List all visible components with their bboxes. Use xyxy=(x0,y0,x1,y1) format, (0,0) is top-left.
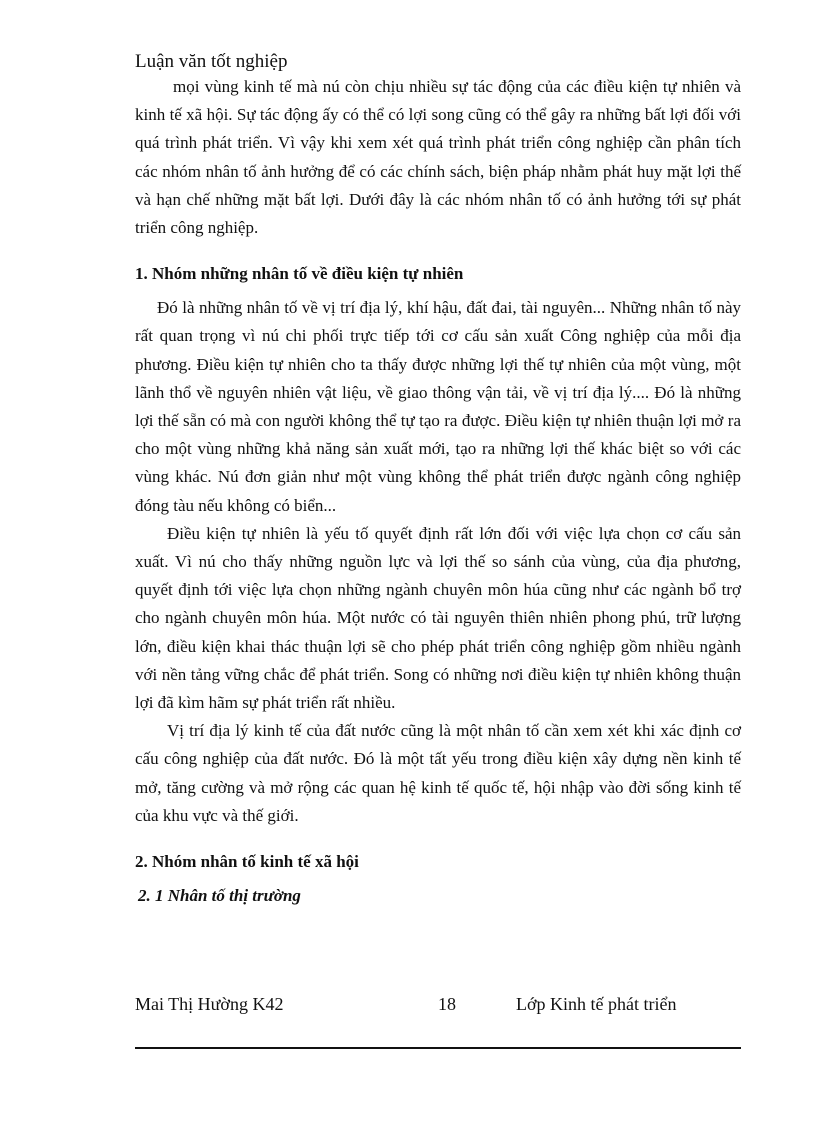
section-1-paragraph-2: Điều kiện tự nhiên là yếu tố quyết định rất lớn đối với việc lựa chọn cơ cấu sản xuất. Vì nú cho thấy những nguồn lực và lợi thế so sánh của vùng, của địa phương, quyết định tới việc lựa chọn những ngành chuyên môn húa cũng như các ngành bổ trợ cho ngành chuyên môn húa. Một nước có tài nguyên thiên nhiên phong phú, trữ lượng lớn, điều kiện khai thác thuận lợi sẽ cho phép phát triển công nghiệp gồm nhiều ngành với nền tảng vững chắc để phát triển. Song có những nơi điều kiện tự nhiên không thuận lợi đã kìm hãm sự phát triển rất nhiều. xyxy=(135,523,741,713)
footer-author: Mai Thị Hường K42 xyxy=(135,994,284,1014)
section-1-heading: 1. Nhóm những nhân tố về điều kiện tự nhiên xyxy=(135,264,464,284)
document-body xyxy=(135,73,741,910)
footer-class-name: Lớp Kinh tế phát triển xyxy=(516,994,677,1014)
section-1-paragraph-3: Vị trí địa lý kinh tế của đất nước cũng là một nhân tố cần xem xét khi xác định cơ cấu công nghiệp của đất nước. Đó là một tất yếu trong điều kiện xây dựng nền kinh tế mở, tăng cường và mở rộng các quan hệ kinh tế quốc tế, hội nhập vào đời sống kinh tế của khu vực và thế giới. xyxy=(135,721,741,825)
footer-divider xyxy=(135,1047,741,1049)
page-number: 18 xyxy=(438,994,456,1014)
running-header: Luận văn tốt nghiệp xyxy=(135,51,288,72)
section-2-heading: 2. Nhóm nhân tố kinh tế xã hội xyxy=(135,852,359,872)
section-1-paragraph-1: Đó là những nhân tố về vị trí địa lý, khí hậu, đất đai, tài nguyên... Những nhân tố này rất quan trọng vì nú chi phối trực tiếp tới cơ cấu sản xuất Công nghiệp của mỗi địa phương. Điều kiện tự nhiên cho ta thấy được những lợi thế tự nhiên của một vùng, một lãnh thổ về nguyên nhiên vật liệu, về giao thông vận tải, về vị trí địa lý.... Đó là những lợi thế sẵn có mà con người không thể tự tạo ra được. Điều kiện tự nhiên thuận lợi mở ra cho một vùng những khả năng sản xuất mới, tạo ra những lợi thế khác biệt so với các vùng khác. Nú đơn giản như một vùng không thể phát triển được ngành công nghiệp đóng tàu nếu không có biển... xyxy=(135,298,741,515)
intro-paragraph: mọi vùng kinh tế mà nú còn chịu nhiều sự tác động của các điều kiện tự nhiên và kinh tế xã hội. Sự tác động ấy có thể có lợi song cũng có thể gây ra những bất lợi đối với quá trình phát triển. Vì vậy khi xem xét quá trình phát triển công nghiệp cần phân tích các nhóm nhân tố ảnh hưởng để có các chính sách, biện pháp nhằm phát huy mặt lợi thế và hạn chế những mặt bất lợi. Dưới đây là các nhóm nhân tố có ảnh hưởng tới sự phát triển công nghiệp. xyxy=(135,77,741,238)
section-2-1-heading: 2. 1 Nhân tố thị trường xyxy=(138,886,301,906)
